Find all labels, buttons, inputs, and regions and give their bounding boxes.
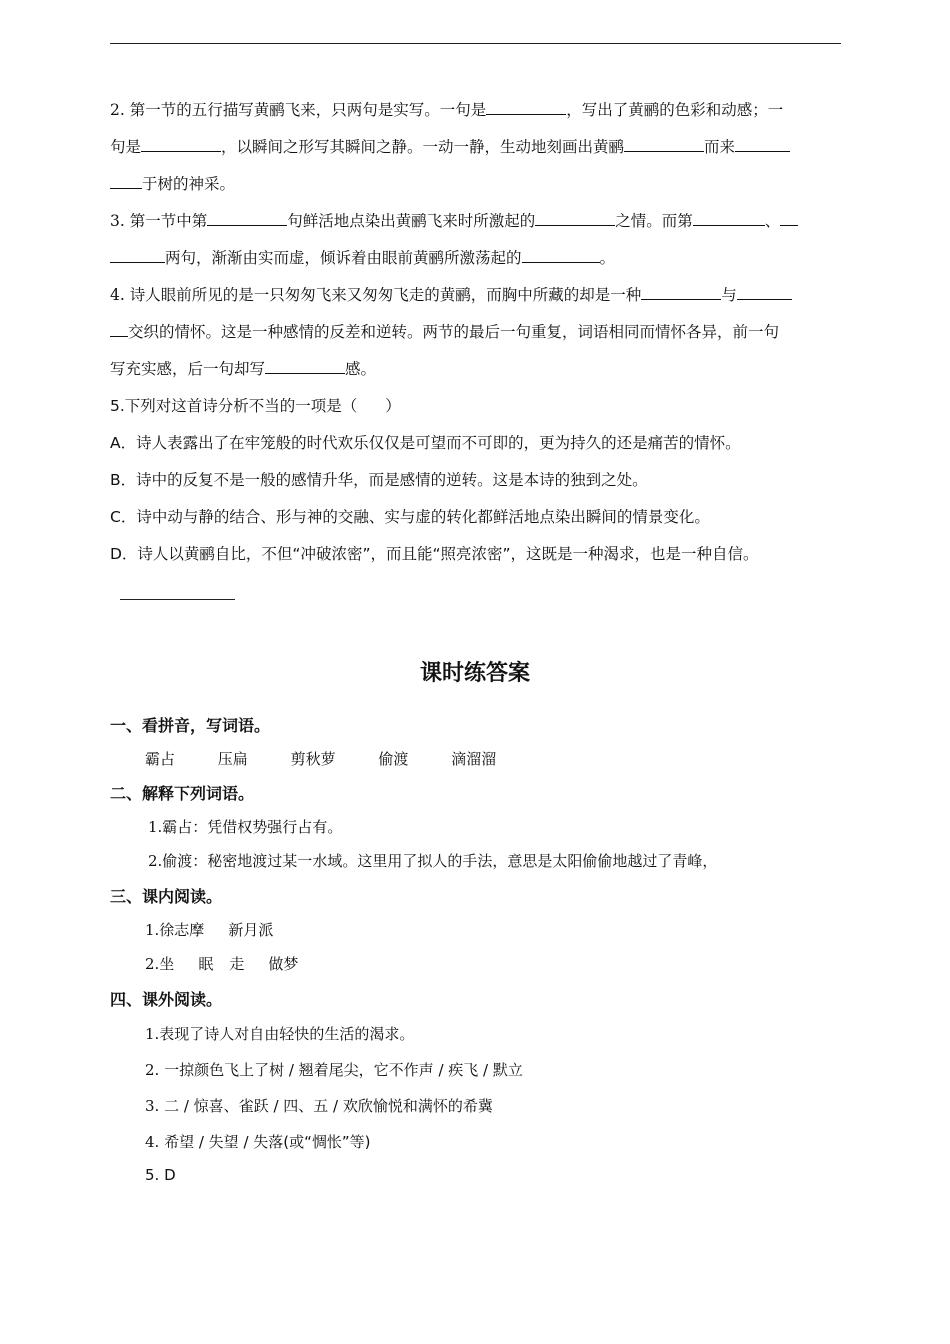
answer-blank	[780, 208, 798, 226]
answer-item: 3. 二 / 惊喜、雀跃 / 四、五 / 欢欣愉悦和满怀的希冀	[145, 1097, 493, 1115]
question-2: 2. 第一节的五行描写黄鹂飞来，只两句是实写。一句是 ，写出了黄鹂的色彩和动感；一 句是 ，以瞬间之形写其瞬间之静。一动一静，生动地刻画出黄鹂 而来 于树的神采。	[110, 92, 845, 203]
question-4: 4. 诗人眼前所见的是一只匆匆飞来又匆匆飞走的黄鹂，而胸中所藏的却是一种 与 交织的情怀。这是一种感情的反差和逆转。两节的最后一句重复，词语相同而情怀各异，前一句 写充实感，后一句却写 感。	[110, 277, 845, 388]
answer-blank	[486, 97, 566, 115]
question-number: 4.	[110, 286, 125, 304]
answer-blank	[641, 282, 721, 300]
option-c: C．诗中动与静的结合、形与神的交融、实与虚的转化都鲜活地点染出瞬间的情景变化。	[110, 508, 710, 526]
answer-blank	[624, 134, 704, 152]
answer-item: 2.坐 眠 走 做梦	[145, 955, 299, 973]
answer-blank	[693, 208, 765, 226]
word: 霸占	[145, 750, 176, 768]
word: 偷渡	[378, 750, 409, 768]
section-heading-3: 三、课内阅读。	[110, 887, 223, 906]
question-5-stem: 5.下列对这首诗分析不当的一项是（ ）	[110, 397, 401, 415]
question-5	[110, 388, 870, 573]
answer-blank	[735, 134, 790, 152]
answer-words	[145, 748, 534, 769]
option-d: D．诗人以黄鹂自比，不但“冲破浓密”，而且能“照亮浓密”，这既是一种渴求，也是一种自信。	[110, 545, 759, 563]
answer-blank	[535, 208, 615, 226]
answer-blank	[141, 134, 221, 152]
answer-blank	[265, 356, 345, 374]
section-heading-2: 二、解释下列词语。	[110, 784, 255, 803]
word: 滴溜溜	[451, 750, 497, 768]
header-rule	[110, 43, 841, 44]
section-heading-1: 一、看拼音，写词语。	[110, 716, 271, 735]
answer-item: 5. D	[145, 1166, 176, 1184]
answer-blank	[522, 245, 600, 263]
option-a: A．诗人表露出了在牢笼般的时代欢乐仅仅是可望而不可即的，更为持久的还是痛苦的情怀。	[110, 434, 741, 452]
answer-blank	[207, 208, 287, 226]
answer-item: 4. 希望 / 失望 / 失落(或“惆怅”等)	[145, 1133, 371, 1151]
answer-blank	[110, 245, 165, 263]
word: 压扁	[217, 750, 248, 768]
answer-item: 1.霸占：凭借权势强行占有。	[148, 818, 343, 836]
question-3: 3. 第一节中第 句鲜活地点染出黄鹂飞来时所激起的 之情。而第 、 两句，渐渐由实而虚，倾诉着由眼前黄鹂所激荡起的 。	[110, 203, 845, 277]
answer-title: 课时练答案	[419, 661, 530, 686]
answer-blank	[110, 319, 128, 337]
section-heading-4: 四、课外阅读。	[110, 990, 223, 1009]
question-number: 3.	[110, 212, 125, 230]
separator-rule	[120, 599, 235, 600]
answer-item: 2.偷渡：秘密地渡过某一水域。这里用了拟人的手法，意思是太阳偷偷地越过了青峰，	[148, 852, 718, 870]
answer-blank	[110, 171, 142, 189]
option-b: B．诗中的反复不是一般的感情升华，而是感情的逆转。这是本诗的独到之处。	[110, 471, 648, 489]
answer-item: 1.表现了诗人对自由轻快的生活的渴求。	[145, 1025, 415, 1043]
answer-item: 2. 一掠颜色飞上了树 / 翘着尾尖，它不作声 / 疾飞 / 默立	[145, 1061, 523, 1079]
question-number: 2.	[110, 101, 125, 119]
word: 剪秋萝	[290, 750, 336, 768]
answer-blank	[737, 282, 792, 300]
answer-item: 1.徐志摩 新月派	[145, 921, 274, 939]
